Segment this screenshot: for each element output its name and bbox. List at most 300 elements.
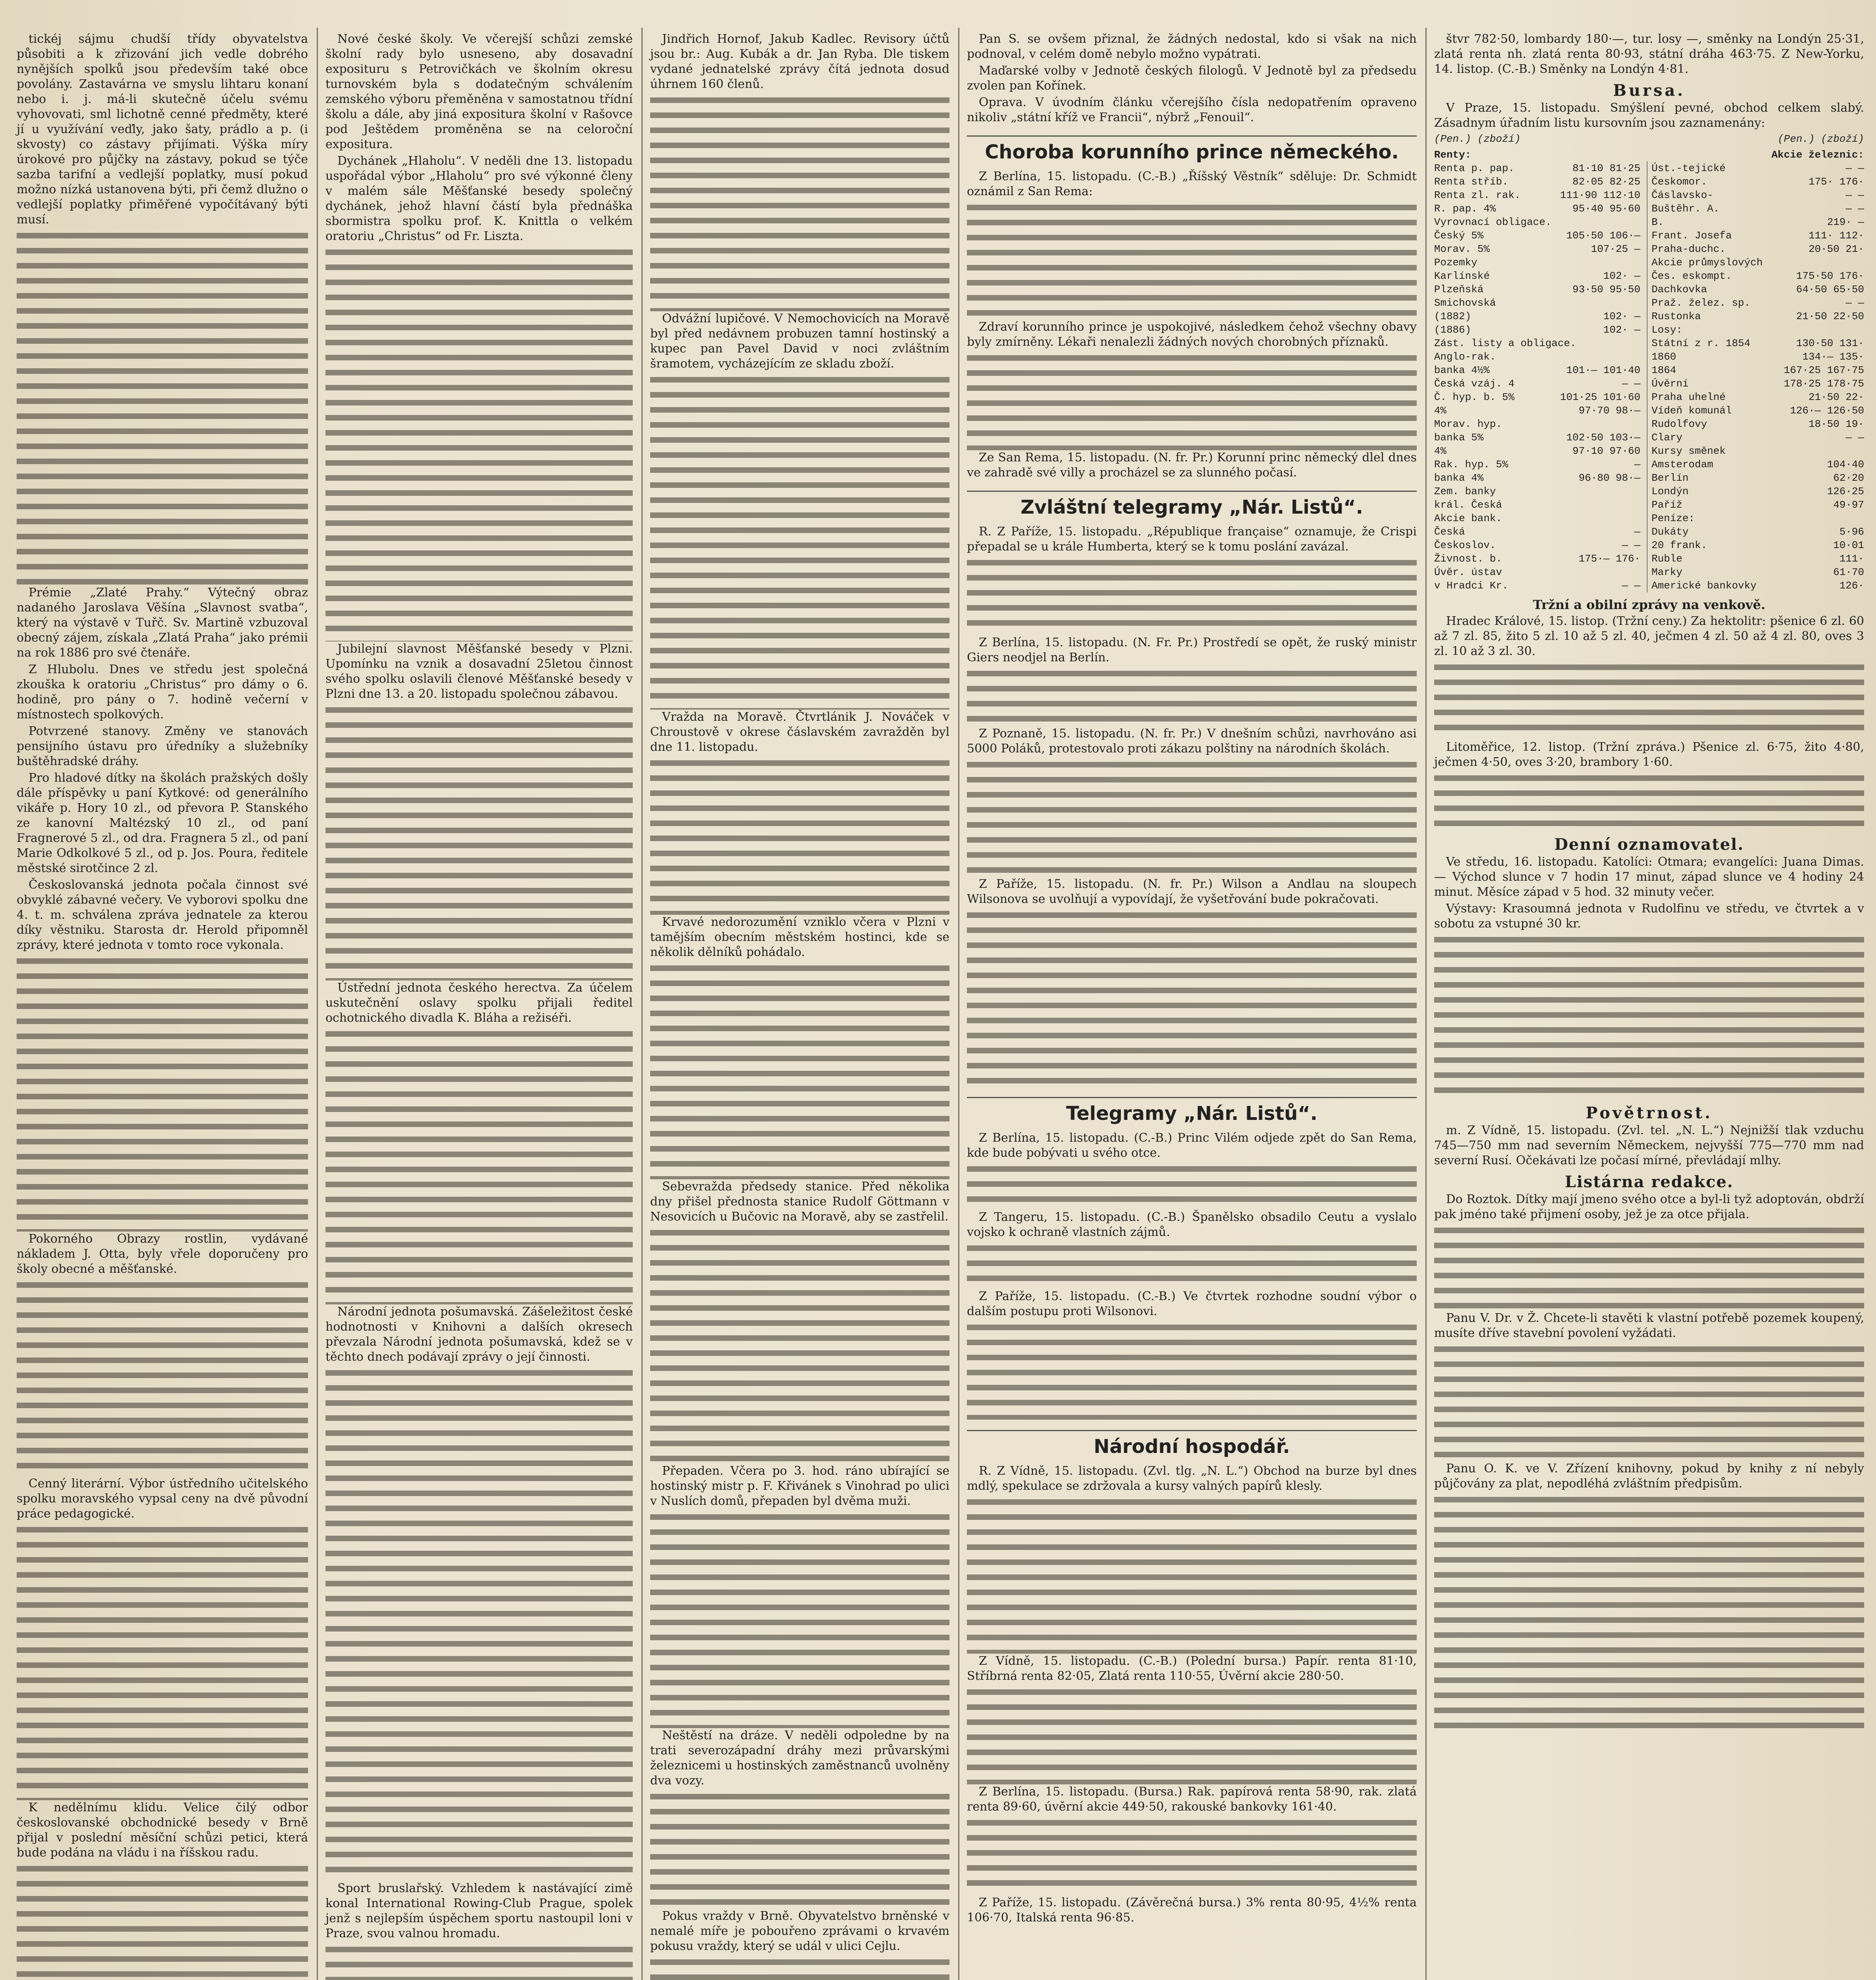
bursa-value: 20·50 21· <box>1808 243 1864 255</box>
bursa-left <box>1434 188 1647 202</box>
column-rule <box>1425 28 1427 1980</box>
bursa-value <box>1640 256 1647 269</box>
market-hradec: Hradec Králové, 15. listop. (Tržní ceny.) Za hektolitr: pšenice 6 zl. 60 až 7 zl. 85, žito 5 zl. 10 až 5 zl. 40, ječmen 4 zl. 50 až 4 zl. 80, oves 3 zl. 10 až 3 zl. 30. <box>1434 614 1864 658</box>
text-block <box>325 246 633 642</box>
bursa-label: Morav. 5% <box>1434 243 1490 255</box>
text-block <box>1434 1224 1864 1311</box>
bursa-value: — — <box>1622 539 1640 551</box>
heading-letters: Listárna redakce. <box>1564 1173 1734 1191</box>
bursa-right <box>1647 539 1864 552</box>
bursa-label: Praž. želez. sp. <box>1651 297 1750 309</box>
market-litomerice: Litoměřice, 12. listop. (Tržní zpráva.) Pšenice zl. 6·75, žito 4·80, ječmen 4·50, oves 3·20, brambory 1·60. <box>1434 740 1864 769</box>
text-block <box>17 229 308 585</box>
bursa-value: 111·90 112·10 <box>1560 189 1640 201</box>
bursa-right <box>1647 256 1864 269</box>
economy-vienna: R. Z Vídně, 15. listopadu. (Zvl. tlg. „N. L.“) Obchod na burze byl dnes mdlý, spekulace se zdržovala a kursy valných papírů klesly. <box>967 1464 1417 1493</box>
text-block <box>967 908 1417 1087</box>
bursa-left <box>1434 229 1647 242</box>
text-block <box>650 373 949 710</box>
bursa-label: Berlín <box>1651 472 1689 484</box>
heading-economy: Národní hospodář. <box>967 1430 1417 1458</box>
bursa-label: Paříž <box>1651 499 1683 511</box>
bursa-value <box>1640 512 1647 525</box>
text-block <box>650 756 949 915</box>
bursa-label: Londýn <box>1651 485 1689 497</box>
bursa-table <box>1434 132 1864 592</box>
column-rule <box>958 28 959 1980</box>
bursa-label: Renta zl. rak. <box>1434 189 1521 201</box>
letter-ok: Panu O. K. ve V. Zřízení knihovny, pokud by knihy z ní nebyly půjčovány za plat, nepodléhá zvláštním předpisům. <box>1434 1462 1864 1491</box>
article-hungry-children: Pro hladové dítky na školách pražských došly dále příspěvky u paní Kytkové: od generálního vikáře p. Hory 10 zl., od převora P. Stanského ze kanovní Maltézský 10 zl., od paní Fragnerové 5 zl., od dra. Fragnera 5 zl., od paní Marie Odkolkové 5 zl., od p. Jos. Poura, ředitele městské sirotčince 2 zl. <box>17 771 308 875</box>
text-block <box>325 1943 633 1980</box>
bursa-label: Praha-duchc. <box>1651 243 1726 255</box>
bursa-left <box>1434 539 1647 552</box>
bursa-value: 167·25 167·75 <box>1784 364 1864 376</box>
text-block <box>650 961 949 1179</box>
bursa-label: Státní z r. 1854 <box>1651 337 1750 349</box>
bursa-row <box>1434 229 1864 242</box>
bursa-label: Renta stříb. <box>1434 176 1509 188</box>
bursa-left <box>1434 377 1647 390</box>
bursa-value: 102· — <box>1603 270 1640 282</box>
bursa-label: Čáslavsko- <box>1651 189 1714 201</box>
letter-vdr: Panu V. Dr. v Ž. Chcete-li stavěti k vlastní potřebě pozemek koupený, musíte dříve stavební povolení vyžádati. <box>1434 1311 1864 1340</box>
text-block <box>967 556 1417 635</box>
bursa-row <box>1434 242 1864 256</box>
bursa-value: 95·40 95·60 <box>1572 203 1640 215</box>
bursa-label: král. Česká <box>1434 499 1502 511</box>
bursa-right <box>1647 525 1864 539</box>
telegram-berlin: Z Berlína, 15. listopadu. (C.-B.) „Říšský Věstník“ sděluje: Dr. Schmidt oznámil z San Rema: <box>967 169 1417 198</box>
daily-calendar: Ve středu, 16. listopadu. Katolíci: Otmara; evangelíci: Juana Dimas. — Východ slunce v 7 hodin 17 minut, západ slunce ve 4 hodiny 24 minut. Měsíce západ v 5 hod. 32 minuty večer. <box>1434 855 1864 899</box>
bursa-right <box>1647 579 1864 592</box>
text-block <box>17 954 308 1232</box>
letter-roztoky: Do Roztok. Dítky mají jmeno svého otce a byl-li tyž adoptován, obdrží pak jméno také přijmení osoby, jež je za otce přijala. <box>1434 1192 1864 1221</box>
bursa-value <box>1640 350 1647 364</box>
article-literary-prizes: Cenný literární. Výbor ústředního učitelského spolku moravského vypsal ceny na dvě původní práce pedagogické. <box>17 1477 308 1521</box>
text-block <box>967 1241 1417 1289</box>
bursa-value: 134·— 135· <box>1802 351 1864 363</box>
bursa-value: 111· 112· <box>1808 230 1864 242</box>
article-sunday-rest: K nedělnímu klidu. Velice čilý odbor českoslovanské obchodnické besedy v Brně přijal v poslední měsíční schůzi petici, která bude podána na vládu i na říšskou radu. <box>17 1801 308 1860</box>
bursa-label: banka 5% <box>1434 432 1484 444</box>
bursa-value: — — <box>1846 297 1864 309</box>
bursa-value: 101·25 101·60 <box>1560 391 1640 403</box>
bursa-right <box>1647 485 1864 498</box>
bursa-value: — — <box>1846 162 1864 174</box>
bursa-row <box>1434 188 1864 202</box>
column-5 <box>1429 32 1869 1980</box>
bursa-label: Vídeň komunál <box>1651 405 1732 417</box>
bursa-label: Živnost. b. <box>1434 553 1502 565</box>
bursa-row <box>1434 525 1864 539</box>
bursa-label: Č. hyp. b. 5% <box>1434 391 1514 403</box>
bursa-label: Úvěr. ústav <box>1434 566 1502 578</box>
bursa-value: 96·80 98·— <box>1578 472 1640 484</box>
bursa-right <box>1647 471 1864 485</box>
bursa-row <box>1434 323 1864 337</box>
heading-bursa: Bursa. <box>1613 81 1686 100</box>
bursa-label: 20 frank. <box>1651 539 1707 551</box>
bursa-right <box>1647 162 1864 175</box>
bursa-value: 126·— 126·50 <box>1790 405 1864 417</box>
bursa-value: — — <box>1622 378 1640 390</box>
bursa-row <box>1434 310 1864 323</box>
bursa-label: Vyrovnací obligace. <box>1434 216 1552 228</box>
bursa-label: banka 4% <box>1434 472 1484 484</box>
bursa-value: 62·20 <box>1833 472 1864 484</box>
bursa-row <box>1434 579 1864 592</box>
bursa-label: Dukáty <box>1651 526 1689 538</box>
text-block <box>17 1523 308 1800</box>
bursa-row <box>1434 256 1864 269</box>
bursa-left <box>1434 565 1647 579</box>
text-block <box>967 667 1417 726</box>
bursa-value <box>1640 215 1647 229</box>
bursa-label: Akcie průmyslových <box>1651 257 1763 268</box>
heading-market-reports: Tržní a obilní zprávy na venkově. <box>1533 597 1766 612</box>
bursa-value: 126· <box>1839 580 1864 592</box>
bursa-left <box>1434 444 1647 458</box>
bursa-value <box>1640 296 1647 310</box>
bursa-label: Renta p. pap. <box>1434 162 1514 174</box>
article-sokol-officers: Jindřich Hornof, Jakub Kadlec. Revisory účtů jsou br.: Aug. Kubák a dr. Jan Ryba. Dle tiskem vydané jednatelské zprávy čítá jednota dosud úhrnem 160 členů. <box>650 32 949 91</box>
article-hlahol-evening: Dychánek „Hlaholu“. V neděli dne 13. listopadu uspořádal výbor „Hlaholu“ pro své výkonné členy v malém sále Měšťanské besedy společný dychánek, jehož hlavní částí byla přednáška sbormistra spolku prof. K. Knittla o velkém oratoriu „Christus“ od Fr. Liszta. <box>325 154 633 243</box>
bursa-right <box>1647 283 1864 296</box>
text-block <box>650 1955 949 1980</box>
bursa-row <box>1434 431 1864 444</box>
bursa-value: 21·50 22· <box>1808 391 1864 403</box>
bursa-row <box>1434 565 1864 579</box>
bursa-value: 126·25 <box>1827 485 1864 497</box>
bursa-value <box>1640 498 1647 512</box>
bursa-label: Pozemky <box>1434 257 1478 268</box>
text-block <box>1434 661 1864 740</box>
bursa-right <box>1647 565 1864 579</box>
article-moravia-murder: Vražda na Moravě. Čtvrtlánik J. Nováček v Chroustově v okrese čáslavském zavražděn byl dne 11. listopadu. <box>650 710 949 754</box>
bursa-left <box>1434 202 1647 215</box>
bursa-left <box>1434 296 1647 310</box>
bursa-row <box>1434 444 1864 458</box>
bursa-value: 175·— 176· <box>1578 553 1640 565</box>
heading-weather: Povětrnost. <box>1585 1104 1713 1122</box>
bursa-right <box>1647 552 1864 565</box>
bursa-right <box>1647 188 1864 202</box>
bursa-value: 104·40 <box>1827 459 1864 470</box>
bursa-right <box>1647 323 1864 337</box>
column-rule <box>317 28 318 1980</box>
text-block <box>967 758 1417 877</box>
bursa-value: 111· <box>1839 553 1864 565</box>
bursa-value: 101·— 101·40 <box>1566 364 1640 376</box>
bursa-value: 175·50 176· <box>1796 270 1864 282</box>
bursa-value: 130·50 131· <box>1796 337 1864 349</box>
article-sumava-union: Národní jednota pošumavská. Zášeležitost české hodnotnosti v Knihovni a dalších okresech převzala Národní jednota pošumavská, kdež se v těchto dnech podávají zprávy o její činnosti. <box>325 1305 633 1364</box>
bursa-left <box>1434 310 1647 323</box>
article-new-schools: Nové české školy. Ve včerejší schůzi zemské školní rady bylo usneseno, aby dosavadní exposituru s Petrovičkách ve školním okresu turnovském byla s dodatečným schválením zemského výboru přeměněna v samostatnou třídní školu a dále, aby jiná expositura školní v Rašovce pod Ještědem proměněna se na celoroční expositura. <box>325 32 633 151</box>
bursa-right <box>1647 364 1864 377</box>
bursa-label: Buštěhr. A. <box>1651 203 1720 215</box>
bursa-label: (1882) <box>1434 310 1471 322</box>
economy-vienna-noon: Z Vídně, 15. listopadu. (C.-B.) (Polední bursa.) Papír. renta 81·10, Stříbrná renta 82·05, Zlatá renta 110·55, Úvěrní akcie 280·50. <box>967 1654 1417 1683</box>
bursa-intro: V Praze, 15. listopadu. Smýšlení pevné, obchod celkem slabý. Zásadnym úřadním listu kursovním jsou zaznamenány: <box>1434 101 1864 130</box>
bursa-row <box>1434 539 1864 552</box>
bursa-right <box>1647 269 1864 283</box>
bursa-row <box>1434 458 1864 471</box>
text-block <box>967 351 1417 450</box>
bursa-value: 175· 176· <box>1808 176 1864 188</box>
daily-exhibitions: Výstavy: Krasoumná jednota v Rudolfinu ve středu, ve čtvrtek a v sobotu za vstupné 30 kr. <box>1434 902 1864 931</box>
bursa-label: Karlínské <box>1434 270 1490 282</box>
bursa-left <box>1434 552 1647 565</box>
bursa-left <box>1434 525 1647 539</box>
article-suicide: Sebevražda předsedy stanice. Před několika dny přišel přednosta stanice Rudolf Göttmann v Nesovicích u Bučovic na Moravě, aby se zastřelil. <box>650 1180 949 1224</box>
telegram-poznan: Z Poznaně, 15. listopadu. (N. fr. Pr.) V dnešním schůzi, navrhováno asi 5000 Poláků, protestovalo proti zákazu polštiny na národních školách. <box>967 727 1417 756</box>
bursa-value: — — <box>1846 189 1864 201</box>
bursa-right <box>1647 337 1864 350</box>
bursa-label: Zást. listy a obligace. <box>1434 337 1576 349</box>
bursa-value: 107·25 — <box>1591 243 1640 255</box>
bursa-value <box>1640 337 1647 350</box>
bursa-left <box>1434 404 1647 417</box>
bursa-value: — — <box>1622 580 1640 592</box>
bursa-left <box>1434 175 1647 188</box>
bursa-label: Plzeňská <box>1434 284 1484 295</box>
article-hlahol-rehearsal: Z Hlubolu. Dnes ve středu jest společná zkouška k oratoriu „Christus“ pro dámy o 6. hodině, pro pány o 7. hodině večerní v místnostech spolkových. <box>17 663 308 722</box>
bursa-row <box>1434 350 1864 364</box>
bursa-value: 21·50 22·50 <box>1796 310 1864 322</box>
bursa-value: 5·96 <box>1839 526 1864 538</box>
bursa-right <box>1647 296 1864 310</box>
bursa-right <box>1647 377 1864 390</box>
bursa-label: Česká <box>1434 526 1465 538</box>
bursa-value: 219· — <box>1827 216 1864 228</box>
bursa-left <box>1434 390 1647 404</box>
text-block <box>967 1495 1417 1654</box>
bursa-row <box>1434 404 1864 417</box>
bursa-right <box>1647 444 1864 458</box>
bursa-row <box>1434 498 1864 512</box>
bursa-row <box>1434 202 1864 215</box>
bursa-label: Peníze: <box>1651 512 1695 524</box>
telegram-paris-3: Z Paříže, 15. listopadu. (C.-B.) Ve čtvrtek rozhodne soudní výbor o dalším postupu proti Wilsonovi. <box>967 1289 1417 1318</box>
col-header-right: (Pen.) (zboží) <box>1777 133 1864 145</box>
article-pokorny: Pokorného Obrazy rostlin, vydávané nákladem J. Otta, byly vřele doporučeny pro školy obecné a měšťanské. <box>17 1232 308 1276</box>
text-block <box>325 1027 633 1304</box>
section-rents: Renty: <box>1434 149 1471 161</box>
bursa-label: Rustonka <box>1651 310 1701 322</box>
bursa-row <box>1434 417 1864 431</box>
text-block <box>325 1366 633 1881</box>
bursa-row <box>1434 296 1864 310</box>
bursa-left <box>1434 417 1647 431</box>
bursa-label: Amsterodam <box>1651 459 1714 470</box>
bursa-left <box>1434 458 1647 471</box>
telegram-health: Zdraví korunního prince je uspokojivé, následkem čehož všechny obavy byly zmírněny. Lékaři nenalezli žádných nových chorobných příznaků. <box>967 320 1417 349</box>
bursa-value <box>1640 417 1647 431</box>
bursa-left <box>1434 579 1647 592</box>
bursa-value: 97·10 97·60 <box>1572 445 1640 457</box>
economy-berlin: Z Berlína, 15. listopadu. (Bursa.) Rak. papírová renta 58·90, rak. zlatá renta 89·60, úvěrní akcie 449·50, rakouské bankovky 161·40. <box>967 1785 1417 1814</box>
bursa-label: Losy: <box>1651 324 1683 336</box>
bursa-label: Anglo-rak. <box>1434 351 1496 363</box>
bursa-right <box>1647 310 1864 323</box>
bursa-rows <box>1434 162 1864 592</box>
text-block <box>1434 1493 1864 1731</box>
article-assault: Přepaden. Včera po 3. hod. ráno ubírající se hostinský mistr p. F. Křivánek s Vinohrad po ulici v Nuslích domů, přepaden byl dvěma muži. <box>650 1464 949 1508</box>
text-block <box>1434 1342 1864 1461</box>
article-philologists: Maďarské volby v Jednotě českých filologů. V Jednotě byl za předsedu zvolen pan Kořínek. <box>967 64 1417 93</box>
section-rail-shares: Akcie železnic: <box>1771 149 1864 161</box>
bursa-label: Smichovská <box>1434 297 1496 309</box>
text-block <box>967 1816 1417 1895</box>
article-continued: Pan S. se ovšem přiznal, že žádných nedostal, kdo si však na nich podnoval, v celém domě nebylo možno vypátrati. <box>967 32 1417 61</box>
bursa-right <box>1647 229 1864 242</box>
telegram-paris-1: R. Z Paříže, 15. listopadu. „République française“ oznamuje, že Crispi přepadal se u krále Humberta, který se k tomu poslání zavázal. <box>967 525 1417 554</box>
bursa-left <box>1434 215 1647 229</box>
text-block <box>17 1862 308 1980</box>
bursa-value: — — <box>1846 432 1864 444</box>
bursa-label: Čes. eskompt. <box>1651 270 1732 282</box>
article-robbers: Odvážní lupičové. V Nemochovicích na Moravě byl před nedávnem probuzen tamní hostinský a kupec pan Pavel David v noci zvláštním šramotem, vycházejícím ze skladu zboží. <box>650 312 949 371</box>
bursa-label: 4% <box>1434 445 1447 457</box>
text-block <box>650 1510 949 1728</box>
bursa-value: 61·70 <box>1833 566 1864 578</box>
text-block <box>650 1790 949 1909</box>
bursa-label: (1886) <box>1434 324 1471 336</box>
bursa-label: Americké bankovky <box>1651 580 1757 592</box>
bursa-left <box>1434 323 1647 337</box>
bursa-label: Českoslov. <box>1434 539 1496 551</box>
article-actors-union: Ústřední jednota českého herectva. Za účelem uskutečnění oslavy spolku přijali ředitel ochotnického divadla K. Bláha a režiséři. <box>325 981 633 1025</box>
bursa-value: 49·97 <box>1833 499 1864 511</box>
heading-crown-prince: Choroba korunního prince německého. <box>967 135 1417 164</box>
bursa-right <box>1647 175 1864 188</box>
bursa-row <box>1434 552 1864 565</box>
bursa-label: Praha uhelné <box>1651 391 1726 403</box>
bursa-value: 82·05 82·25 <box>1572 176 1640 188</box>
column-3 <box>645 32 954 1980</box>
bursa-value: 102· — <box>1603 324 1640 336</box>
text-block <box>967 1321 1417 1420</box>
bursa-label: 1860 <box>1651 351 1676 363</box>
bursa-right <box>1647 431 1864 444</box>
bursa-row <box>1434 269 1864 283</box>
col-header-left: (Pen.) (zboží) <box>1434 133 1521 145</box>
bursa-label: Český 5% <box>1434 230 1484 242</box>
weather-report: m. Z Vídně, 15. listopadu. (Zvl. tel. „N. L.“) Nejnižší tlak vzduchu 745—750 mm nad severním Německem, nejvyšší 775—770 mm nad severní Rusí. Očekávati lze počasí mírné, převládají mlhy. <box>1434 1123 1864 1167</box>
article-plzen-fight: Krvavé nedorozumění vzniklo včera v Plzni v tamějším obecním městském hostinci, kde se několik dělníků pohádalo. <box>650 915 949 959</box>
text-block <box>1434 933 1864 1099</box>
bursa-left <box>1434 512 1647 525</box>
text-block <box>967 1162 1417 1210</box>
bursa-right <box>1647 215 1864 229</box>
bursa-left <box>1434 242 1647 256</box>
bursa-left <box>1434 269 1647 283</box>
telegram-paris-2: Z Paříže, 15. listopadu. (N. fr. Pr.) Wilson a Andlau na sloupech Wilsonova se uvolňují a vypovídají, že vyšetřování bude pokračovati. <box>967 877 1417 906</box>
bursa-label: Zem. banky <box>1434 485 1496 497</box>
bursa-value <box>1640 485 1647 498</box>
column-4 <box>962 32 1421 1980</box>
bursa-value: 178·25 178·75 <box>1784 378 1864 390</box>
economy-paris: Z Paříže, 15. listopadu. (Závěrečná bursa.) 3% renta 80·95, 4½% renta 106·70, Italská renta 96·85. <box>967 1896 1417 1925</box>
bursa-label: B. <box>1651 216 1664 228</box>
bursa-right <box>1647 498 1864 512</box>
bursa-left <box>1434 350 1647 364</box>
bursa-label: Rudolfovy <box>1651 418 1707 430</box>
heading-special-telegrams: Zvláštní telegramy „Nár. Listů“. <box>967 491 1417 519</box>
article-czechoslav-union: Českoslovanská jednota počala činnost své obvyklé zábavné večery. Ve vyborovi spolku dne 4. t. m. schválena zpráva jednatele za kterou díky věstniku. Starosta dr. Herold připomněl zprávy, které jednota v tomto roce vykonala. <box>17 878 308 952</box>
bursa-right <box>1647 458 1864 471</box>
bursa-value <box>1640 565 1647 579</box>
bursa-label: 1864 <box>1651 364 1676 376</box>
bursa-value: 81·10 81·25 <box>1572 162 1640 174</box>
bursa-value: 64·50 65·50 <box>1796 284 1864 295</box>
bursa-left <box>1434 431 1647 444</box>
bursa-right <box>1647 202 1864 215</box>
bursa-left <box>1434 283 1647 296</box>
bursa-right <box>1647 512 1864 525</box>
telegram-berlin-2: Z Berlína, 15. listopadu. (N. Fr. Pr.) Prostředí se opět, že ruský ministr Giers neodjel na Berlín. <box>967 636 1417 664</box>
article-pawnshop: tickéj sájmu chudší třídy obyvatelstva působiti a k zřizování jich vedle dobrého nynějších spolků jsou především také obce povolány. Zastavárna ve smyslu lihtaru konaní nebo i. j. má-li skutečně účelu svému vyhovovati, sml lichotně cenné předměty, které jí u využívání veďly, jako šaty, prádlo a p. (i skvosty) co zástavy přijímati. Výška míry úrokové pro půjčky na zástavy, pokud se týče sazba tarifní a vedlejší poplatky, musí pokud možno nízká ustanovena býti, při čemž dlužno o vedlejší poplatky přiměřené vypočítávaný býti musí. <box>17 32 308 227</box>
bursa-label: Českomor. <box>1651 176 1707 188</box>
bursa-row <box>1434 337 1864 350</box>
bursa-value: — — <box>1846 203 1864 215</box>
bursa-right <box>1647 390 1864 404</box>
bursa-label: Úvěrní <box>1651 378 1689 390</box>
heading-daily: Denní oznamovatel. <box>1554 835 1744 854</box>
bursa-label: banka 4½% <box>1434 364 1490 376</box>
text-block <box>650 93 949 311</box>
bursa-left <box>1434 485 1647 498</box>
bursa-label: Dachkovka <box>1651 284 1707 295</box>
bursa-right <box>1647 350 1864 364</box>
bursa-left <box>1434 337 1647 350</box>
bursa-row <box>1434 485 1864 498</box>
bursa-label: Frant. Josefa <box>1651 230 1732 242</box>
article-correction: Oprava. V úvodním článku včerejšího čísla nedopatřením opraveno nikoliv „státní kříž ve Francii“, nýbrž „Fenouil“. <box>967 95 1417 124</box>
bursa-row <box>1434 162 1864 175</box>
article-prague-prize: Prémie „Zlaté Prahy.“ Výtečný obraz nadaného Jaroslava Věšína „Slavnost svatba“, který na výstavě v Tuřč. Sv. Martině vzbuzoval obecný zájem, získala „Zlatá Praha“ jako prémii na rok 1886 pro své čtenáře. <box>17 586 308 660</box>
article-rail-accident: Neštěstí na dráze. V neděli odpoledne by na trati severozápadní dráhy mezi průvarskými železnicemi u hostinských zaměstnanců uvolněny dva vozy. <box>650 1729 949 1788</box>
bursa-left <box>1434 162 1647 175</box>
bursa-label: v Hradci Kr. <box>1434 580 1509 592</box>
bursa-value: 93·50 95·50 <box>1572 284 1640 295</box>
bursa-label: R. pap. 4% <box>1434 203 1496 215</box>
column-rule <box>641 28 643 1980</box>
heading-telegrams: Telegramy „Nár. Listů“. <box>967 1097 1417 1125</box>
bursa-row <box>1434 390 1864 404</box>
bursa-label: Clary <box>1651 432 1683 444</box>
bursa-value: 105·50 106·— <box>1566 230 1640 242</box>
bursa-value: — <box>1634 526 1640 538</box>
bursa-label: Morav. hyp. <box>1434 418 1502 430</box>
bursa-value: — <box>1634 459 1640 470</box>
bursa-row <box>1434 175 1864 188</box>
bursa-value: 18·50 19· <box>1808 418 1864 430</box>
bursa-label: Česká vzáj. 4 <box>1434 378 1514 390</box>
bursa-row <box>1434 215 1864 229</box>
bursa-row <box>1434 377 1864 390</box>
bursa-label: 4% <box>1434 405 1447 417</box>
text-block <box>17 1278 308 1476</box>
telegram-san-remo: Ze San Rema, 15. listopadu. (N. fr. Pr.) Korunní princ německý dlel dnes ve zahradě své villy a procházel se za slunného počasí. <box>967 451 1417 480</box>
bursa-label: Úst.-tejické <box>1651 162 1726 174</box>
article-skating: Sport bruslařský. Vzhledem k nastávající zimě konal International Rowing-Club Prague, spolek jenž s nejlepším úspěchem sportu nastoupil loni v Praze, svou valnou hromadu. <box>325 1881 633 1940</box>
bursa-label: Ruble <box>1651 553 1683 565</box>
bursa-row <box>1434 512 1864 525</box>
bursa-value: 102·50 103·— <box>1566 432 1640 444</box>
